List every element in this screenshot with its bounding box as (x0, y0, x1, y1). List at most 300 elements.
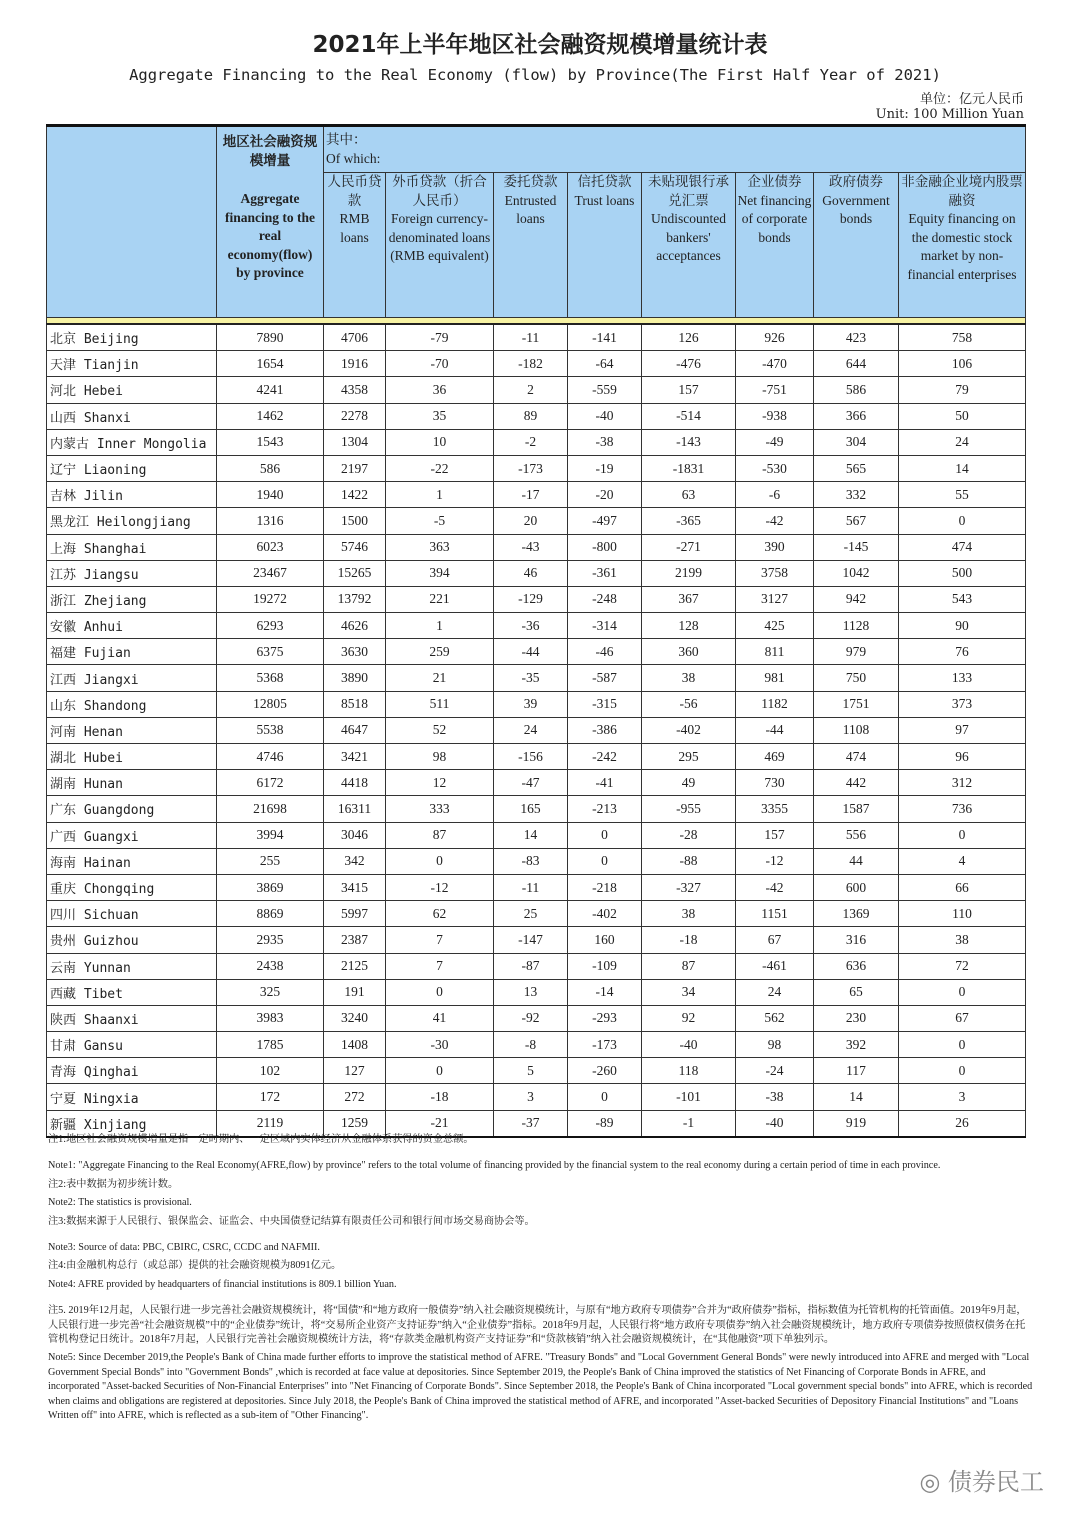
table-cell: 34 (642, 979, 736, 1005)
table-cell: 3890 (324, 665, 386, 691)
unit-cn: 单位：亿元人民币 (919, 92, 1024, 107)
note: 注4:由金融机构总行（或总部）提供的社会融资规模为8091亿元。 (48, 1260, 342, 1272)
province-cell: 重庆 Chongqing (47, 874, 217, 900)
table-cell: -8 (494, 1032, 568, 1058)
table-cell: 1543 (217, 429, 324, 455)
table-cell: 1108 (814, 717, 899, 743)
table-cell: 26 (899, 1110, 1026, 1137)
province-cell: 福建 Fujian (47, 639, 217, 665)
table-cell: -43 (494, 534, 568, 560)
table-cell: 118 (642, 1058, 736, 1084)
table-cell: -530 (736, 455, 814, 481)
table-row (47, 377, 1026, 403)
table-cell: 3630 (324, 639, 386, 665)
table-cell: 2935 (217, 927, 324, 953)
table-cell: 21698 (217, 796, 324, 822)
table-row (47, 429, 1026, 455)
table-cell: 106 (899, 351, 1026, 377)
table-cell: 20 (494, 508, 568, 534)
table-cell: 1259 (324, 1110, 386, 1137)
province-cell: 青海 Qinghai (47, 1058, 217, 1084)
table-cell: 2119 (217, 1110, 324, 1137)
table-cell: -44 (494, 639, 568, 665)
table-cell: 474 (899, 534, 1026, 560)
table-cell: -559 (568, 377, 642, 403)
table-cell: 221 (386, 586, 494, 612)
table-cell: -20 (568, 482, 642, 508)
table-cell: -248 (568, 586, 642, 612)
table-cell: 96 (899, 744, 1026, 770)
table-cell: -44 (736, 717, 814, 743)
table-cell: -514 (642, 403, 736, 429)
province-cell: 辽宁 Liaoning (47, 455, 217, 481)
table-cell: 24 (899, 429, 1026, 455)
table-cell: 2197 (324, 455, 386, 481)
table-cell: 543 (899, 586, 1026, 612)
table-cell: 3127 (736, 586, 814, 612)
table-cell: 325 (217, 979, 324, 1005)
table-cell: -1 (642, 1110, 736, 1137)
province-cell: 内蒙古 Inner Mongolia (47, 429, 217, 455)
column-header (568, 173, 642, 318)
table-cell: -365 (642, 508, 736, 534)
province-cell: 湖南 Hunan (47, 770, 217, 796)
table-cell: -147 (494, 927, 568, 953)
note: 注5. 2019年12月起，人民银行进一步完善社会融资规模统计，将“国债”和“地方政府一般债券”纳入社会融资规模统计，与原有“地方政府专项债券”合并为“政府债券”指标，指标数值为托管机构的托管面值。2019年9月起，人民银行进一步完善“社会融资规模”中的“企业债券”统计，将“交易所企业资产支持证券”纳入“企业债券”指标。2018年9月起，人民银行将“地方政府专项债券”纳入社会融资规模统计，地方政府专项债券按照债权债务在托管机构登记日统计。2018年7月起，人民银行完善社会融资规模统计方法，将“存款类金融机构资产支持证券”和“贷款核销”纳入社会融资规模统计，在“其他融资”项下单独列示。 (48, 1305, 1027, 1346)
table-cell: 636 (814, 953, 899, 979)
table-row (47, 534, 1026, 560)
province-cell: 广东 Guangdong (47, 796, 217, 822)
column-header-en: Foreign currency-denominated loans (RMB equivalent) (388, 211, 491, 263)
table-cell: 4358 (324, 377, 386, 403)
table-cell: 63 (642, 482, 736, 508)
table-cell: -751 (736, 377, 814, 403)
table-cell: 366 (814, 403, 899, 429)
table-cell: 1 (386, 482, 494, 508)
table-cell: 255 (217, 848, 324, 874)
table-cell: 2278 (324, 403, 386, 429)
table-cell: 49 (642, 770, 736, 796)
table-cell: 556 (814, 822, 899, 848)
table-row (47, 822, 1026, 848)
table-cell: 230 (814, 1005, 899, 1031)
table-row (47, 717, 1026, 743)
table-cell: 3994 (217, 822, 324, 848)
table-cell: 0 (386, 979, 494, 1005)
table-cell: -40 (568, 403, 642, 429)
table-cell: -145 (814, 534, 899, 560)
column-header-cn: 外币贷款（折合人民币） (392, 174, 487, 208)
table-cell: 90 (899, 613, 1026, 639)
table-cell: 332 (814, 482, 899, 508)
column-header (736, 173, 814, 318)
table-cell: -271 (642, 534, 736, 560)
table-cell: -56 (642, 691, 736, 717)
column-header-cn: 企业债券 (747, 174, 802, 189)
table-cell: -36 (494, 613, 568, 639)
table-cell: 1369 (814, 901, 899, 927)
total-header-en: Aggregate financing to the real economy(flow) by province (224, 191, 315, 280)
table-cell: 6172 (217, 770, 324, 796)
province-cell: 河南 Henan (47, 717, 217, 743)
column-header-en: Trust loans (574, 192, 635, 208)
table-cell: 1422 (324, 482, 386, 508)
table-cell: -938 (736, 403, 814, 429)
table-row (47, 744, 1026, 770)
table-cell: 5 (494, 1058, 568, 1084)
table-cell: 600 (814, 874, 899, 900)
table-cell: 442 (814, 770, 899, 796)
table-row (47, 874, 1026, 900)
table-cell: 36 (386, 377, 494, 403)
table-cell: 128 (642, 613, 736, 639)
table-cell: 295 (642, 744, 736, 770)
province-header (47, 126, 217, 318)
province-cell: 河北 Hebei (47, 377, 217, 403)
table-cell: -37 (494, 1110, 568, 1137)
table-cell: 469 (736, 744, 814, 770)
table-cell: 50 (899, 403, 1026, 429)
table-cell: 1151 (736, 901, 814, 927)
column-header (386, 173, 494, 318)
column-header-cn: 未贴现银行承兑汇票 (648, 174, 729, 208)
province-cell: 西藏 Tibet (47, 979, 217, 1005)
province-cell: 天津 Tianjin (47, 351, 217, 377)
table-cell: -242 (568, 744, 642, 770)
table-cell: 562 (736, 1005, 814, 1031)
table-cell: -260 (568, 1058, 642, 1084)
table-cell: -5 (386, 508, 494, 534)
table-cell: 127 (324, 1058, 386, 1084)
table-cell: -587 (568, 665, 642, 691)
table-cell: 102 (217, 1058, 324, 1084)
table-cell: 3240 (324, 1005, 386, 1031)
table-cell: 392 (814, 1032, 899, 1058)
table-cell: 1182 (736, 691, 814, 717)
province-cell: 广西 Guangxi (47, 822, 217, 848)
table-cell: -83 (494, 848, 568, 874)
table-cell: 55 (899, 482, 1026, 508)
table-cell: 87 (386, 822, 494, 848)
table-cell: 98 (386, 744, 494, 770)
table-cell: -24 (736, 1058, 814, 1084)
table-cell: -327 (642, 874, 736, 900)
table-cell: 1408 (324, 1032, 386, 1058)
table-cell: 92 (642, 1005, 736, 1031)
table-cell: 367 (642, 586, 736, 612)
column-header-cn: 信托贷款 (577, 174, 632, 189)
table-row (47, 351, 1026, 377)
province-cell: 新疆 Xinjiang (47, 1110, 217, 1137)
table-cell: 1304 (324, 429, 386, 455)
table-cell: 117 (814, 1058, 899, 1084)
table-cell: 1500 (324, 508, 386, 534)
table-cell: -314 (568, 613, 642, 639)
table-cell: 72 (899, 953, 1026, 979)
note: Note3: Source of data: PBC, CBIRC, CSRC, CCDC and NAFMII. (48, 1242, 320, 1254)
note: Note1: "Aggregate Financing to the Real Economy(AFRE,flow) by province" refers to the total volume of financing provided by the financial system to the real economy during a certain period of time in each province. (48, 1160, 941, 1172)
province-cell: 宁夏 Ningxia (47, 1084, 217, 1110)
table-cell: 13792 (324, 586, 386, 612)
table-row (47, 1084, 1026, 1110)
table-cell: 425 (736, 613, 814, 639)
table-cell: 3 (494, 1084, 568, 1110)
table-cell: 1785 (217, 1032, 324, 1058)
table-cell: 565 (814, 455, 899, 481)
table-cell: 67 (899, 1005, 1026, 1031)
table-cell: 157 (642, 377, 736, 403)
note: Note5: Since December 2019,the People's Bank of China made further efforts to improve the statistical method of AFRE. "Treasury Bonds" and "Local Government General Bonds" were newly introduced into AFRE and merged with "Local Government Special Bonds" into "Government Bonds" ,which is recorded at face value at depositories. Since September 2019, the People's Bank of China improved the statistics of Net Financing of Corporate Bonds in AFRE, and incorporated "Asset-backed Securities of Non-Financial Enterprises" into "Net Financing of Corporate Bonds". Since September 2018, the People's Bank of China incorporated "Local government special bonds" into AFRE, which is recorded when claims and obligations are registered at depositories. Since July 2018, the People's Bank of China improved the statistical method of AFRE, and incorporated "Asset-backed Securities of Depository Financial Institutions" and "Loans Written off" into AFRE, which is reflected as a sub-item of "Other Financing". (48, 1352, 1033, 1422)
table-cell: -17 (494, 482, 568, 508)
table-cell: 2438 (217, 953, 324, 979)
note: Note4: AFRE provided by headquarters of financial institutions is 809.1 billion Yuan. (48, 1278, 397, 1290)
column-header (899, 173, 1026, 318)
table-cell: 500 (899, 560, 1026, 586)
table-cell: 373 (899, 691, 1026, 717)
table-cell: -41 (568, 770, 642, 796)
table-cell: 736 (899, 796, 1026, 822)
table-row (47, 691, 1026, 717)
table-cell: 3046 (324, 822, 386, 848)
table-cell: -955 (642, 796, 736, 822)
table-row (47, 1032, 1026, 1058)
table-cell: 363 (386, 534, 494, 560)
table-cell: 14 (494, 822, 568, 848)
table-cell: 586 (814, 377, 899, 403)
table-cell: 5368 (217, 665, 324, 691)
table-cell: 24 (736, 979, 814, 1005)
table-cell: 8869 (217, 901, 324, 927)
table-cell: 5538 (217, 717, 324, 743)
table-cell: -218 (568, 874, 642, 900)
table-cell: 39 (494, 691, 568, 717)
table-cell: 52 (386, 717, 494, 743)
table-cell: -470 (736, 351, 814, 377)
table-cell: -35 (494, 665, 568, 691)
page-subtitle: Aggregate Financing to the Real Economy (flow) by Province(The First Half Year of 2021) (129, 66, 941, 84)
table-cell: 4626 (324, 613, 386, 639)
table-cell: 360 (642, 639, 736, 665)
table-cell: -19 (568, 455, 642, 481)
table-cell: -46 (568, 639, 642, 665)
table-cell: -64 (568, 351, 642, 377)
table-cell: 2199 (642, 560, 736, 586)
table-cell: 0 (568, 848, 642, 874)
table-row (47, 586, 1026, 612)
table-cell: -40 (642, 1032, 736, 1058)
table-cell: 758 (899, 324, 1026, 351)
table-cell: 165 (494, 796, 568, 822)
table-cell: 0 (899, 1032, 1026, 1058)
table-row (47, 796, 1026, 822)
table-cell: -402 (568, 901, 642, 927)
province-cell: 甘肃 Gansu (47, 1032, 217, 1058)
table-cell: -14 (568, 979, 642, 1005)
table-cell: 5746 (324, 534, 386, 560)
table-cell: 586 (217, 455, 324, 481)
table-cell: 1940 (217, 482, 324, 508)
table-cell: 98 (736, 1032, 814, 1058)
table-cell: -12 (736, 848, 814, 874)
table-cell: -38 (736, 1084, 814, 1110)
table-cell: -79 (386, 324, 494, 351)
column-header-en: Net financing of corporate bonds (737, 192, 812, 245)
table-row (47, 979, 1026, 1005)
province-cell: 山东 Shandong (47, 691, 217, 717)
table-cell: 0 (386, 1058, 494, 1084)
table-cell: 25 (494, 901, 568, 927)
table-cell: -88 (642, 848, 736, 874)
table-cell: 76 (899, 639, 1026, 665)
table-cell: 942 (814, 586, 899, 612)
table-cell: 14 (899, 455, 1026, 481)
table-cell: -42 (736, 874, 814, 900)
table-cell: 390 (736, 534, 814, 560)
table-cell: 4418 (324, 770, 386, 796)
table-cell: -47 (494, 770, 568, 796)
table-cell: 3 (899, 1084, 1026, 1110)
table-cell: -49 (736, 429, 814, 455)
table-cell: 12 (386, 770, 494, 796)
table-cell: -92 (494, 1005, 568, 1031)
table-cell: -70 (386, 351, 494, 377)
table-cell: 644 (814, 351, 899, 377)
table-cell: 423 (814, 324, 899, 351)
table-cell: 5997 (324, 901, 386, 927)
table-cell: 8518 (324, 691, 386, 717)
table-row (47, 1058, 1026, 1084)
table-row (47, 482, 1026, 508)
table-row (47, 953, 1026, 979)
province-cell: 云南 Yunnan (47, 953, 217, 979)
table-cell: 926 (736, 324, 814, 351)
table-cell: -1831 (642, 455, 736, 481)
total-header (217, 126, 324, 318)
financing-table (46, 124, 1026, 1138)
table-cell: 2387 (324, 927, 386, 953)
province-cell: 陕西 Shaanxi (47, 1005, 217, 1031)
table-cell: 0 (899, 822, 1026, 848)
table-cell: -12 (386, 874, 494, 900)
province-cell: 四川 Sichuan (47, 901, 217, 927)
table-cell: -11 (494, 874, 568, 900)
table-cell: 0 (386, 848, 494, 874)
table-cell: 1316 (217, 508, 324, 534)
table-cell: 89 (494, 403, 568, 429)
table-cell: 23467 (217, 560, 324, 586)
table-cell: 24 (494, 717, 568, 743)
table-cell: 1 (386, 613, 494, 639)
table-row (47, 613, 1026, 639)
table-cell: 157 (736, 822, 814, 848)
column-header-cn: 委托贷款 (503, 174, 558, 189)
table-cell: 919 (814, 1110, 899, 1137)
table-cell: 312 (899, 770, 1026, 796)
column-header-en: Undiscounted bankers' acceptances (651, 211, 726, 263)
table-cell: 3758 (736, 560, 814, 586)
table-cell: -129 (494, 586, 568, 612)
table-cell: 979 (814, 639, 899, 665)
province-cell: 吉林 Jilin (47, 482, 217, 508)
watermark-logo: ◎ 债券民工 (919, 1468, 1044, 1496)
table-cell: 191 (324, 979, 386, 1005)
table-row (47, 1005, 1026, 1031)
column-header (494, 173, 568, 318)
table-row (47, 901, 1026, 927)
table-cell: 1042 (814, 560, 899, 586)
table-cell: 172 (217, 1084, 324, 1110)
table-cell: -386 (568, 717, 642, 743)
table-cell: 38 (642, 901, 736, 927)
of-which-header (324, 126, 1026, 173)
table-cell: 1751 (814, 691, 899, 717)
table-cell: 44 (814, 848, 899, 874)
table-cell: -42 (736, 508, 814, 534)
province-cell: 江西 Jiangxi (47, 665, 217, 691)
table-cell: 12805 (217, 691, 324, 717)
column-header-en: Entrusted loans (504, 192, 557, 226)
table-cell: -293 (568, 1005, 642, 1031)
table-cell: 511 (386, 691, 494, 717)
table-cell: -101 (642, 1084, 736, 1110)
table-cell: 1654 (217, 351, 324, 377)
table-cell: 2 (494, 377, 568, 403)
table-cell: -173 (494, 455, 568, 481)
table-cell: 394 (386, 560, 494, 586)
note: 注2:表中数据为初步统计数。 (48, 1178, 179, 1190)
province-cell: 安徽 Anhui (47, 613, 217, 639)
table-cell: 1462 (217, 403, 324, 429)
of-which-cn: 其中： (326, 132, 367, 147)
table-cell: 7 (386, 927, 494, 953)
table-cell: 811 (736, 639, 814, 665)
table-cell: 333 (386, 796, 494, 822)
table-cell: -30 (386, 1032, 494, 1058)
table-cell: 67 (736, 927, 814, 953)
table-cell: 4647 (324, 717, 386, 743)
table-cell: 10 (386, 429, 494, 455)
table-row (47, 560, 1026, 586)
column-header-cn: 非金融企业境内股票融资 (901, 174, 1023, 208)
table-cell: -476 (642, 351, 736, 377)
table-cell: 4746 (217, 744, 324, 770)
table-cell: -497 (568, 508, 642, 534)
table-row (47, 324, 1026, 351)
table-cell: 259 (386, 639, 494, 665)
table-cell: 0 (899, 508, 1026, 534)
column-header (814, 173, 899, 318)
table-cell: -141 (568, 324, 642, 351)
table-cell: -2 (494, 429, 568, 455)
table-cell: 2125 (324, 953, 386, 979)
column-header-cn: 人民币贷款 (327, 174, 382, 208)
table-row (47, 455, 1026, 481)
of-which-en: Of which: (326, 150, 381, 166)
column-header (324, 173, 386, 318)
table-cell: 304 (814, 429, 899, 455)
table-cell: 750 (814, 665, 899, 691)
table-row (47, 665, 1026, 691)
table-cell: 15265 (324, 560, 386, 586)
total-header-cn: 地区社会融资规模增量 (222, 134, 318, 168)
province-cell: 海南 Hainan (47, 848, 217, 874)
table-cell: -11 (494, 324, 568, 351)
table-cell: 0 (568, 822, 642, 848)
table-cell: 3355 (736, 796, 814, 822)
notes (48, 1133, 1033, 1428)
table-row (47, 403, 1026, 429)
column-header-cn: 政府债券 (829, 174, 883, 189)
